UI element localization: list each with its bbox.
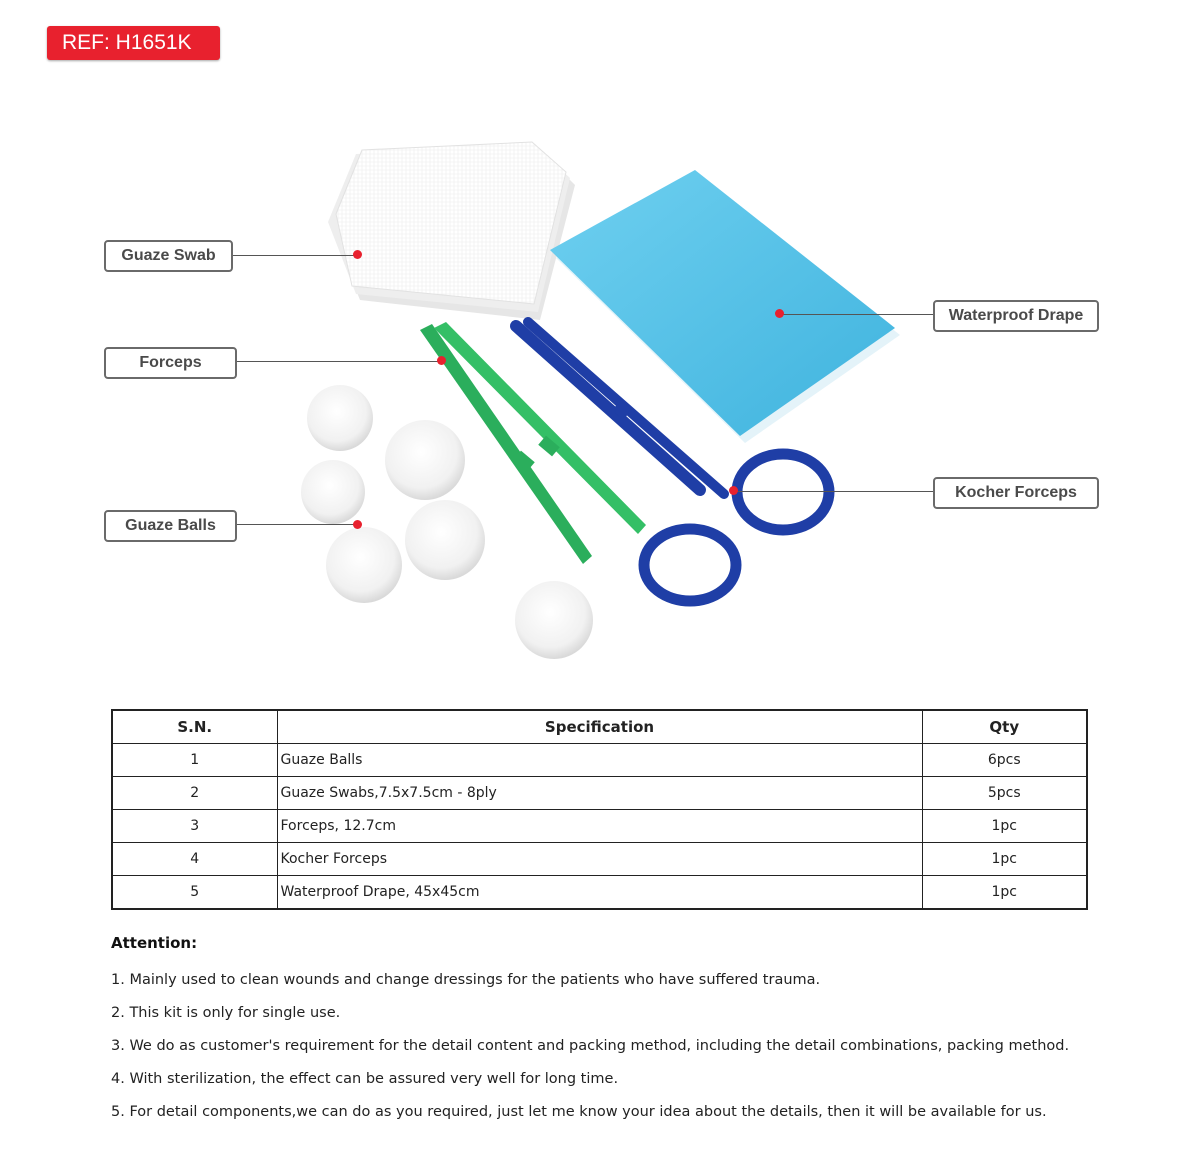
attention-list — [111, 968, 1069, 1133]
table-row — [112, 810, 1087, 843]
table-header-row — [112, 710, 1087, 744]
marker-dot-kocher-forceps — [729, 486, 738, 495]
callout-line-kocher-forceps — [736, 491, 933, 492]
cell-qty: 6pcs — [922, 744, 1087, 777]
cell-spec: Forceps, 12.7cm — [277, 810, 922, 843]
cell-qty: 1pc — [922, 843, 1087, 876]
product-photo — [0, 90, 1200, 690]
cell-sn: 5 — [112, 876, 277, 910]
table-row — [112, 876, 1087, 910]
attention-item: 5. For detail components,we can do as you required, just let me know your idea about the details, then it will be available for us. — [111, 1104, 1047, 1120]
header-qty: Qty — [922, 710, 1087, 744]
callout-line-waterproof-drape — [782, 314, 933, 315]
callout-forceps: Forceps — [104, 347, 237, 379]
cell-spec: Waterproof Drape, 45x45cm — [277, 876, 922, 910]
cell-qty: 5pcs — [922, 777, 1087, 810]
gauze-swab-image — [328, 142, 575, 320]
callout-line-guaze-swab — [233, 255, 357, 256]
callout-line-forceps — [237, 361, 441, 362]
table-row — [112, 843, 1087, 876]
marker-dot-forceps — [437, 356, 446, 365]
header-specification: Specification — [277, 710, 922, 744]
table-row — [112, 777, 1087, 810]
cell-spec: Guaze Swabs,7.5x7.5cm - 8ply — [277, 777, 922, 810]
cell-qty: 1pc — [922, 810, 1087, 843]
callout-line-guaze-balls — [237, 524, 357, 525]
attention-item: 4. With sterilization, the effect can be assured very well for long time. — [111, 1071, 619, 1087]
gauze-balls-image — [301, 385, 593, 659]
marker-dot-waterproof-drape — [775, 309, 784, 318]
attention-item: 2. This kit is only for single use. — [111, 1005, 341, 1021]
cell-spec: Kocher Forceps — [277, 843, 922, 876]
callout-guaze-swab: Guaze Swab — [104, 240, 233, 272]
cell-qty: 1pc — [922, 876, 1087, 910]
cell-sn: 4 — [112, 843, 277, 876]
cell-sn: 3 — [112, 810, 277, 843]
callout-kocher-forceps: Kocher Forceps — [933, 477, 1099, 509]
marker-dot-guaze-swab — [353, 250, 362, 259]
attention-item: 1. Mainly used to clean wounds and change dressings for the patients who have suffered trauma. — [111, 972, 821, 988]
callout-waterproof-drape: Waterproof Drape — [933, 300, 1099, 332]
cell-sn: 2 — [112, 777, 277, 810]
header-sn: S.N. — [112, 710, 277, 744]
attention-title: Attention: — [111, 934, 198, 952]
callout-guaze-balls: Guaze Balls — [104, 510, 237, 542]
table-row — [112, 744, 1087, 777]
spec-table — [111, 709, 1088, 910]
ref-badge: REF: H1651K — [47, 26, 220, 60]
attention-item: 3. We do as customer's requirement for the detail content and packing method, including the detail combinations, packing method. — [111, 1038, 1070, 1054]
marker-dot-guaze-balls — [353, 520, 362, 529]
cell-sn: 1 — [112, 744, 277, 777]
cell-spec: Guaze Balls — [277, 744, 922, 777]
